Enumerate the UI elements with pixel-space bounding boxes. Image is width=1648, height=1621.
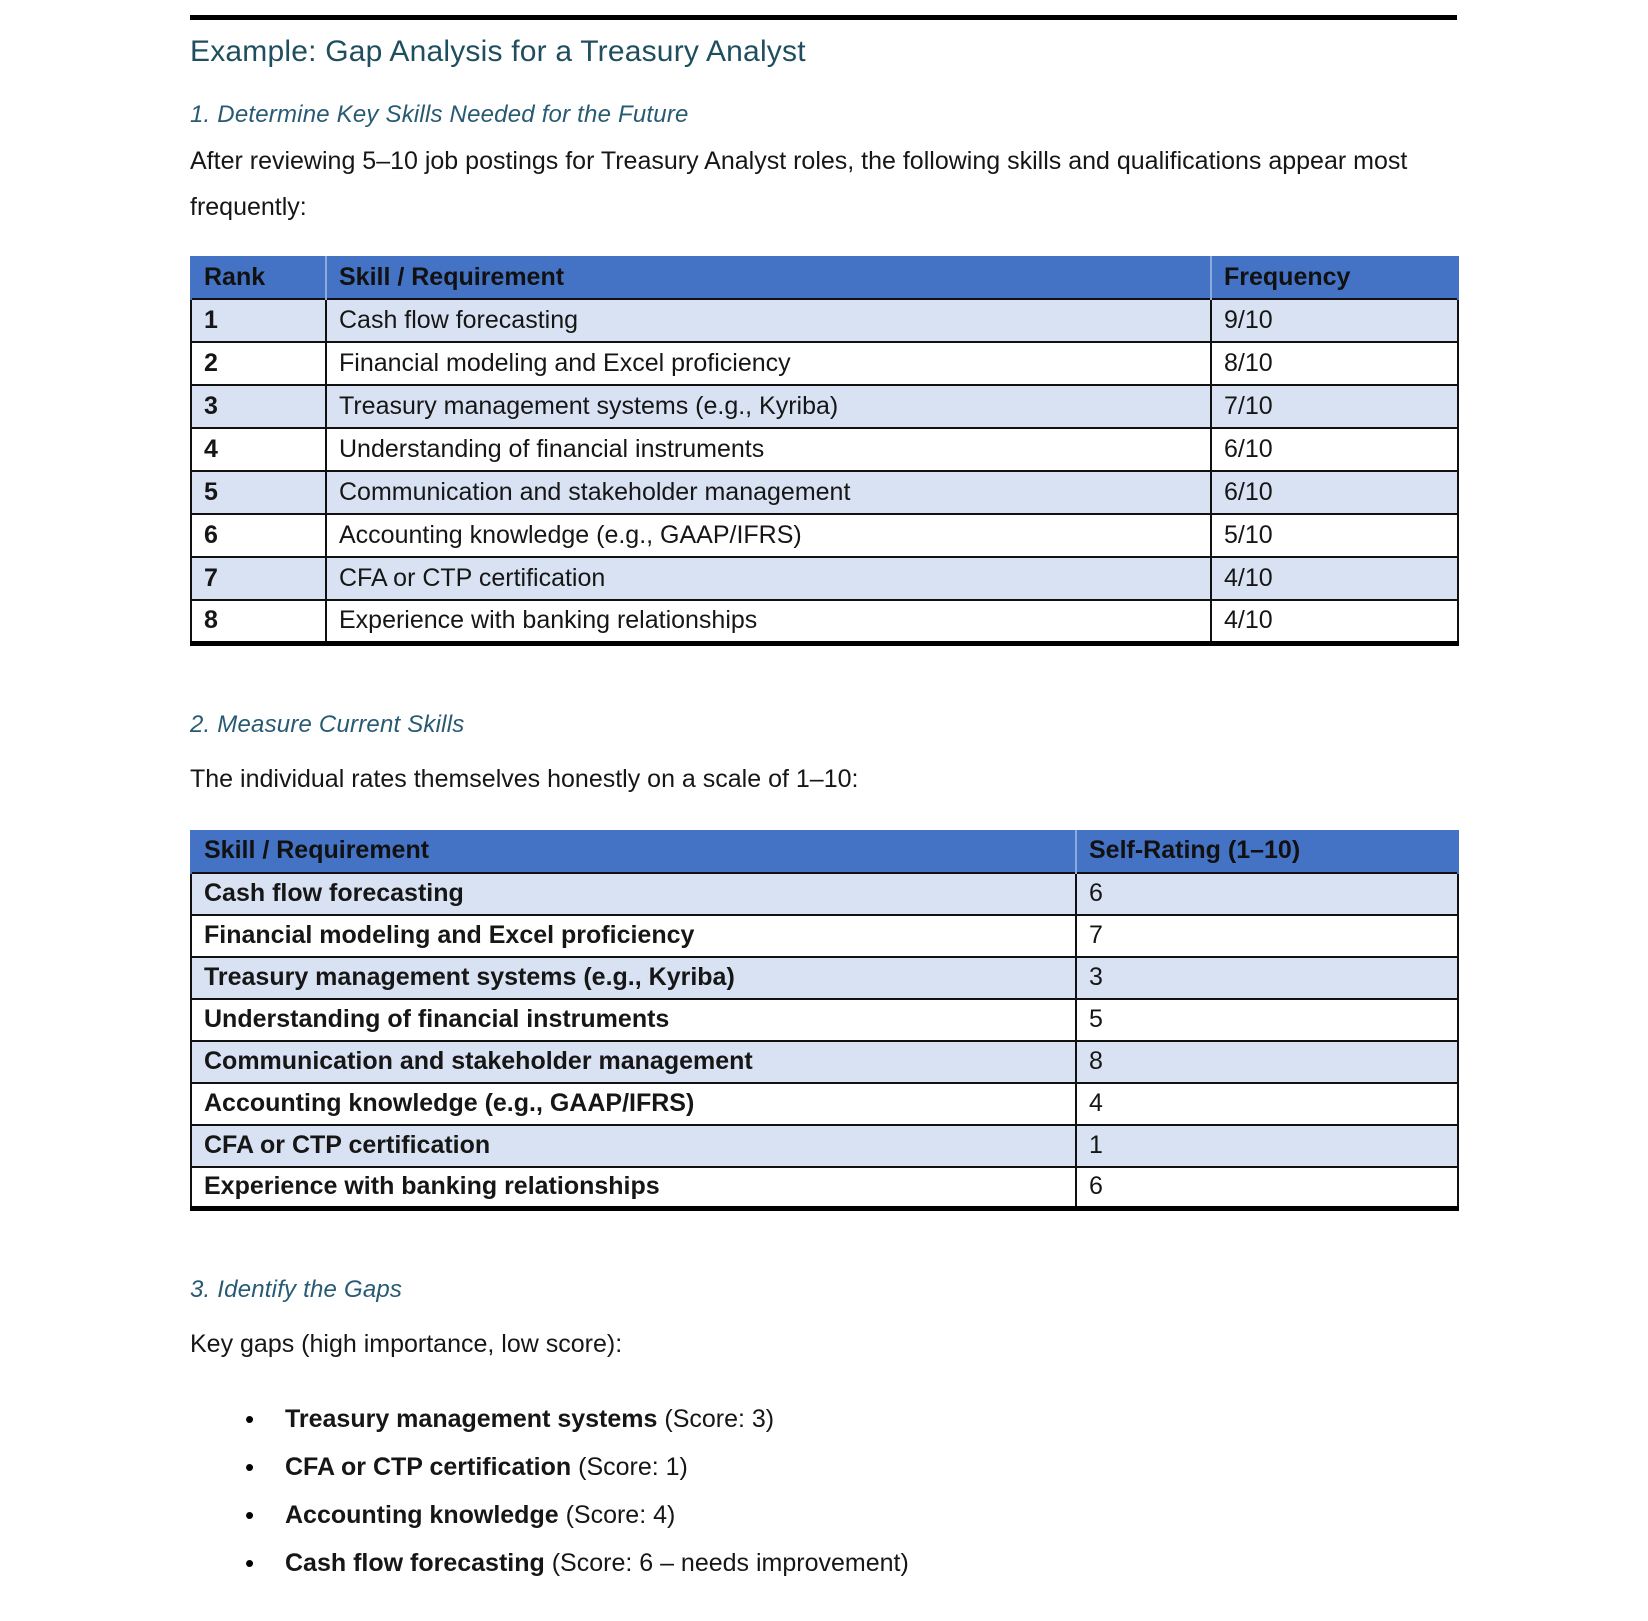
- table-row: [191, 999, 1458, 1041]
- self-rating-table: [190, 830, 1459, 1212]
- table-row: [191, 1083, 1458, 1125]
- gap-item: [285, 1491, 1457, 1539]
- table-cell: Understanding of financial instruments: [191, 999, 1076, 1041]
- table-cell: Accounting knowledge (e.g., GAAP/IFRS): [326, 514, 1211, 557]
- column-header: Skill / Requirement: [191, 830, 1076, 873]
- section-1-heading: 1. Determine Key Skills Needed for the Future: [190, 101, 689, 128]
- table-cell: 3: [191, 385, 326, 428]
- table-header-row: [191, 830, 1458, 873]
- section-3-heading: 3. Identify the Gaps: [190, 1276, 403, 1303]
- table-cell: 4: [191, 428, 326, 471]
- page-title: Example: Gap Analysis for a Treasury Analyst: [190, 35, 806, 68]
- table-cell: CFA or CTP certification: [191, 1125, 1076, 1167]
- table-cell: Cash flow forecasting: [326, 299, 1211, 342]
- table-cell: 9/10: [1211, 299, 1458, 342]
- table-cell: 5/10: [1211, 514, 1458, 557]
- gap-item: [285, 1395, 1457, 1443]
- table-cell: Experience with banking relationships: [191, 1167, 1076, 1209]
- table-cell: 4/10: [1211, 600, 1458, 643]
- table-cell: Financial modeling and Excel proficiency: [326, 342, 1211, 385]
- section-2-paragraph: The individual rates themselves honestly on a scale of 1–10:: [190, 764, 859, 793]
- table-cell: Treasury management systems (e.g., Kyriba): [191, 957, 1076, 999]
- table-row: [191, 514, 1458, 557]
- table-cell: 8: [1076, 1041, 1458, 1083]
- table-row: [191, 428, 1458, 471]
- table-row: [191, 299, 1458, 342]
- gap-score: (Score: 6 – needs improvement): [544, 1549, 909, 1577]
- gap-score: (Score: 4): [558, 1501, 676, 1529]
- table-cell: 5: [1076, 999, 1458, 1041]
- table-row: [191, 471, 1458, 514]
- table-row: [191, 915, 1458, 957]
- horizontal-rule: [190, 15, 1457, 20]
- table-cell: 6: [1076, 1167, 1458, 1209]
- table-cell: Accounting knowledge (e.g., GAAP/IFRS): [191, 1083, 1076, 1125]
- table-cell: Experience with banking relationships: [326, 600, 1211, 643]
- section-measure-current-skills: [190, 710, 1457, 1212]
- table-cell: 6: [191, 514, 326, 557]
- table-cell: 4/10: [1211, 557, 1458, 600]
- table-cell: 8: [191, 600, 326, 643]
- table-cell: Communication and stakeholder management: [326, 471, 1211, 514]
- table-cell: 7: [1076, 915, 1458, 957]
- table-row: [191, 342, 1458, 385]
- table-row: [191, 600, 1458, 643]
- gaps-list: [190, 1395, 1457, 1587]
- section-2-heading: 2. Measure Current Skills: [190, 710, 465, 738]
- table-cell: 5: [191, 471, 326, 514]
- table-cell: 3: [1076, 957, 1458, 999]
- table-row: [191, 1125, 1458, 1167]
- table-row: [191, 1167, 1458, 1209]
- table-header-row: [191, 256, 1458, 299]
- gap-skill: Accounting knowledge: [285, 1501, 559, 1529]
- table-cell: Treasury management systems (e.g., Kyriba): [326, 385, 1211, 428]
- table-cell: Communication and stakeholder management: [191, 1041, 1076, 1083]
- table-cell: Financial modeling and Excel proficiency: [191, 915, 1076, 957]
- table-cell: 7/10: [1211, 385, 1458, 428]
- table-cell: 1: [1076, 1125, 1458, 1167]
- table-row: [191, 873, 1458, 915]
- table-cell: 6/10: [1211, 471, 1458, 514]
- table-row: [191, 385, 1458, 428]
- column-header: Frequency: [1211, 256, 1458, 299]
- section-identify-gaps: [190, 1275, 1457, 1587]
- table-row: [191, 1041, 1458, 1083]
- gap-score: (Score: 1): [571, 1453, 688, 1481]
- table-cell: 1: [191, 299, 326, 342]
- gap-item: [285, 1539, 1457, 1587]
- table-cell: 8/10: [1211, 342, 1458, 385]
- table-cell: 2: [191, 342, 326, 385]
- column-header: Skill / Requirement: [326, 256, 1211, 299]
- table-cell: 7: [191, 557, 326, 600]
- section-1-paragraph: After reviewing 5–10 job postings for Treasury Analyst roles, the following skills and qualifications appear most frequently:: [190, 147, 1408, 221]
- gap-item: [285, 1443, 1457, 1491]
- document-page: [190, 15, 1457, 1587]
- table-cell: 4: [1076, 1083, 1458, 1125]
- gap-skill: Cash flow forecasting: [285, 1549, 545, 1577]
- section-determine-key-skills: [190, 100, 1457, 646]
- gap-skill: Treasury management systems: [285, 1405, 658, 1433]
- table-cell: 6/10: [1211, 428, 1458, 471]
- table-row: [191, 557, 1458, 600]
- column-header: Rank: [191, 256, 326, 299]
- table-cell: Understanding of financial instruments: [326, 428, 1211, 471]
- table-row: [191, 957, 1458, 999]
- section-3-paragraph: Key gaps (high importance, low score):: [190, 1330, 623, 1358]
- column-header: Self-Rating (1–10): [1076, 830, 1458, 873]
- gap-score: (Score: 3): [657, 1405, 775, 1433]
- skills-frequency-table: [190, 256, 1459, 646]
- gap-skill: CFA or CTP certification: [285, 1453, 572, 1481]
- table-cell: 6: [1076, 873, 1458, 915]
- table-cell: CFA or CTP certification: [326, 557, 1211, 600]
- table-cell: Cash flow forecasting: [191, 873, 1076, 915]
